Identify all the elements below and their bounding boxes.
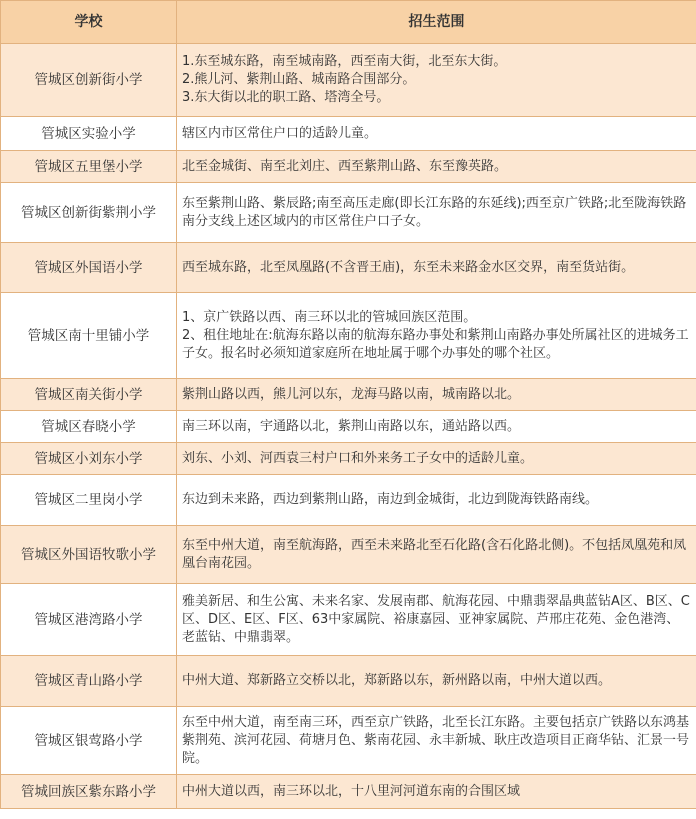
school-name-cell: 管城区港湾路小学 xyxy=(1,584,177,656)
range-line: 东至紫荆山路、紫辰路;南至高压走廊(即长江东路的东延线);西至京广铁路;北至陇海铁路南分支线上述区域内的市区常住户口子女。 xyxy=(182,195,687,229)
table-row xyxy=(1,656,696,707)
enrollment-range-cell xyxy=(177,584,696,656)
table-row xyxy=(1,775,696,809)
school-name-cell: 管城区五里堡小学 xyxy=(1,151,177,183)
range-line: 1.东至城东路，南至城南路，西至南大街，北至东大街。 xyxy=(182,54,507,69)
school-name-cell: 管城区青山路小学 xyxy=(1,656,177,707)
range-line: 2.熊儿河、紫荆山路、城南路合围部分。 xyxy=(182,72,416,87)
range-line: 2、租住地址在:航海东路以南的航海东路办事处和紫荆山南路办事处所属社区的进城务工子女。报名时必须知道家庭所在地址属于哪个办事处的哪个社区。 xyxy=(182,327,689,361)
enrollment-range-cell xyxy=(177,475,696,526)
table-row xyxy=(1,151,696,183)
table-row xyxy=(1,443,696,475)
table-row xyxy=(1,117,696,151)
school-name-cell: 管城回族区紫东路小学 xyxy=(1,775,177,809)
school-name-cell: 管城区春晓小学 xyxy=(1,411,177,443)
table-row xyxy=(1,243,696,293)
table-row xyxy=(1,707,696,775)
range-line: 3.东大街以北的职工路、塔湾全号。 xyxy=(182,90,390,105)
school-name-cell: 管城区创新街小学 xyxy=(1,44,177,117)
enrollment-range-cell xyxy=(177,411,696,443)
table-row xyxy=(1,44,696,117)
table-row xyxy=(1,183,696,243)
range-line: 紫荆山路以西，熊儿河以东，龙海马路以南，城南路以北。 xyxy=(182,386,521,402)
enrollment-range-cell xyxy=(177,117,696,151)
enrollment-range-cell xyxy=(177,243,696,293)
enrollment-range-cell xyxy=(177,293,696,379)
range-line: 辖区内市区常住户口的适龄儿童。 xyxy=(182,125,378,141)
range-line: 南三环以南，宇通路以北，紫荆山南路以东，通站路以西。 xyxy=(182,418,521,434)
table-row xyxy=(1,293,696,379)
header-school: 学校 xyxy=(1,1,177,44)
enrollment-range-cell xyxy=(177,183,696,243)
enrollment-range-cell xyxy=(177,707,696,775)
table-row xyxy=(1,584,696,656)
table-header-row xyxy=(1,1,696,44)
range-line: 刘东、小刘、河西袁三村户口和外来务工子女中的适龄儿童。 xyxy=(182,450,534,466)
header-range: 招生范围 xyxy=(177,1,696,44)
enrollment-range-cell xyxy=(177,151,696,183)
range-line: 东边到未来路，西边到紫荆山路，南边到金城街，北边到陇海铁路南线。 xyxy=(182,492,599,507)
school-name-cell: 管城区小刘东小学 xyxy=(1,443,177,475)
school-name-cell: 管城区南关街小学 xyxy=(1,379,177,411)
enrollment-range-cell xyxy=(177,526,696,584)
school-name-cell: 管城区银莺路小学 xyxy=(1,707,177,775)
range-line: 北至金城街、南至北刘庄、西至紫荆山路、东至豫英路。 xyxy=(182,158,508,174)
school-name-cell: 管城区二里岗小学 xyxy=(1,475,177,526)
school-name-cell: 管城区外国语牧歌小学 xyxy=(1,526,177,584)
table-body xyxy=(1,44,696,809)
enrollment-range-cell xyxy=(177,775,696,809)
range-line: 东至中州大道，南至南三环，西至京广铁路，北至长江东路。主要包括京广铁路以东鸿基紫荆苑、滨河花园、荷塘月色、紫南花园、永丰新城、耿庄改造项目正商华钻、汇景一号院。 xyxy=(182,714,690,766)
enrollment-range-cell xyxy=(177,379,696,411)
range-line: 西至城东路，北至凤凰路(不含晋王庙)，东至未来路金水区交界，南至货站街。 xyxy=(182,259,635,275)
table-row xyxy=(1,411,696,443)
school-name-cell: 管城区实验小学 xyxy=(1,117,177,151)
enrollment-range-cell xyxy=(177,443,696,475)
range-line: 中州大道、郑新路立交桥以北，郑新路以东，新州路以南，中州大道以西。 xyxy=(182,673,612,688)
school-name-cell: 管城区外国语小学 xyxy=(1,243,177,293)
table-row xyxy=(1,379,696,411)
enrollment-range-cell xyxy=(177,44,696,117)
school-name-cell: 管城区创新街紫荆小学 xyxy=(1,183,177,243)
school-name-cell: 管城区南十里铺小学 xyxy=(1,293,177,379)
range-line: 东至中州大道，南至航海路，西至未来路北至石化路(含石化路北侧)。不包括凤凰苑和凤凰台南花园。 xyxy=(182,537,687,571)
table-row xyxy=(1,475,696,526)
range-line: 1、京广铁路以西、南三环以北的管城回族区范围。 xyxy=(182,309,477,325)
range-line: 雅美新居、和生公寓、未来名家、发展南郡、航海花园、中鼎翡翠晶典蓝钻A区、B区、C区、D区、E区、F区、63中家属院、裕康嘉园、亚神家属院、芦邢庄花苑、金色港湾、老蓝钻、中鼎翡翠。 xyxy=(182,593,690,645)
range-line: 中州大道以西，南三环以北，十八里河河道东南的合围区域 xyxy=(182,783,521,799)
table-row xyxy=(1,526,696,584)
enrollment-range-cell xyxy=(177,656,696,707)
